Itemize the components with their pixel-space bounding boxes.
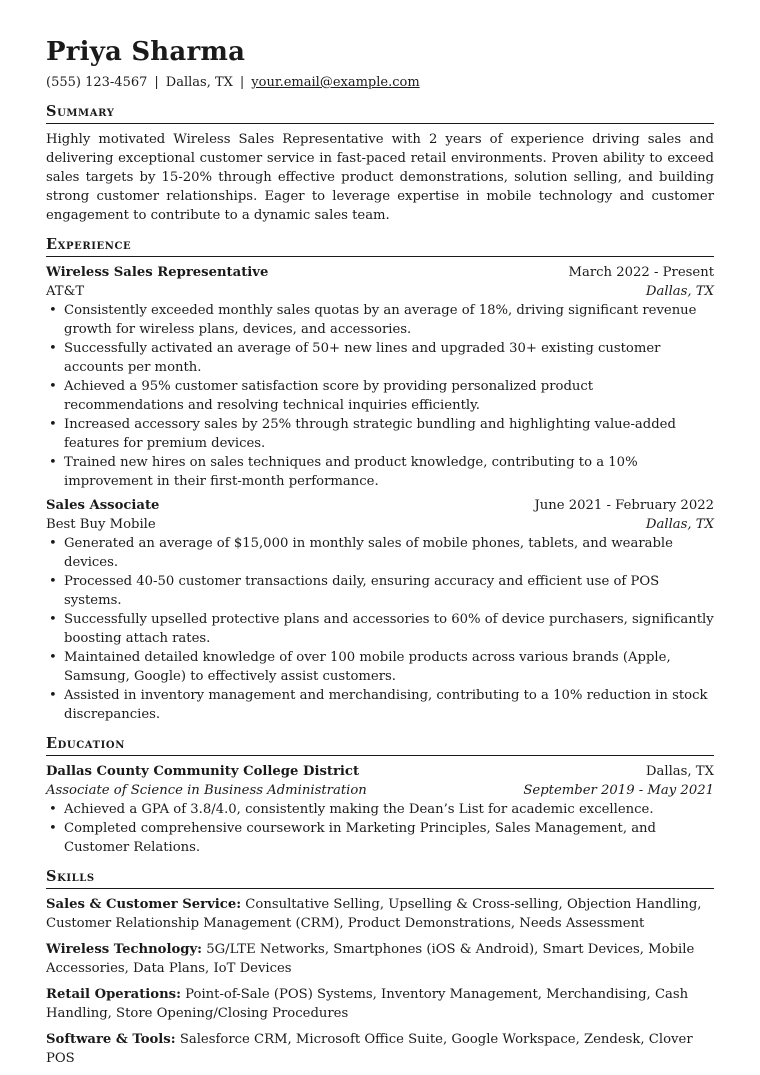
bullet-item: • Increased accessory sales by 25% through strategic bundling and highlighting value-added features for premium devices. xyxy=(46,415,714,453)
separator: | xyxy=(154,75,159,90)
section-title-experience: Experience xyxy=(46,235,714,257)
bullet-item: • Generated an average of $15,000 in monthly sales of mobile phones, tablets, and wearable devices. xyxy=(46,534,714,572)
skill-category: Software & Tools: xyxy=(46,1032,176,1047)
bullet-item: • Completed comprehensive coursework in Marketing Principles, Sales Management, and Customer Relations. xyxy=(46,819,714,857)
contact-line xyxy=(46,74,714,92)
job-company: Best Buy Mobile xyxy=(46,517,156,532)
school-location: Dallas, TX xyxy=(645,764,714,779)
bullet-item: • Achieved a GPA of 3.8/4.0, consistently making the Dean’s List for academic excellence. xyxy=(46,800,714,819)
skill-items: Salesforce CRM, Microsoft Office Suite, Google Workspace, Zendesk, Clover POS xyxy=(46,1032,693,1066)
skill-items: Point-of-Sale (POS) Systems, Inventory Management, Merchandising, Cash Handling, Store Opening/Closing Procedures xyxy=(46,987,689,1021)
job-entry xyxy=(46,496,714,724)
section-title-education: Education xyxy=(46,734,714,756)
bullet-item: • Processed 40-50 customer transactions daily, ensuring accuracy and efficient use of POS systems. xyxy=(46,572,714,610)
job-entry xyxy=(46,263,714,491)
skill-category: Sales & Customer Service: xyxy=(46,897,242,912)
bullet-item: • Successfully upselled protective plans and accessories to 60% of device purchasers, significantly boosting attach rates. xyxy=(46,610,714,648)
job-location: Dallas, TX xyxy=(645,284,714,299)
location: Dallas, TX xyxy=(165,75,233,90)
skill-items: 5G/LTE Networks, Smartphones (iOS & Android), Smart Devices, Mobile Accessories, Data Plans, IoT Devices xyxy=(46,942,695,976)
job-dates: March 2022 - Present xyxy=(568,265,714,280)
education-dates: September 2019 - May 2021 xyxy=(523,783,714,798)
skill-group xyxy=(46,1030,714,1068)
section-title-summary: Summary xyxy=(46,102,714,124)
candidate-name: Priya Sharma xyxy=(46,37,246,67)
bullet-item: • Maintained detailed knowledge of over 100 mobile products across various brands (Apple, Samsung, Google) to effectively assist customers. xyxy=(46,648,714,686)
email-link[interactable]: your.email@example.com xyxy=(251,75,420,90)
job-location: Dallas, TX xyxy=(645,517,714,532)
job-role: Sales Associate xyxy=(46,498,160,513)
skill-items: Consultative Selling, Upselling & Cross-selling, Objection Handling, Customer Relationship Management (CRM), Product Demonstrations, Needs Assessment xyxy=(46,897,702,931)
job-dates: June 2021 - February 2022 xyxy=(534,498,714,513)
job-role: Wireless Sales Representative xyxy=(46,265,269,280)
phone-number: (555) 123-4567 xyxy=(46,75,148,90)
summary-text: Highly motivated Wireless Sales Representative with 2 years of experience driving sales and delivering exceptional customer service in fast-paced retail environments. Proven ability to exceed sales targets by 15-20% through effective product demonstrations, solution selling, and building strong customer relationships. Eager to leverage expertise in mobile technology and customer engagement to contribute to a dynamic sales team. xyxy=(46,132,714,223)
skill-group xyxy=(46,985,714,1023)
bullet-item: • Assisted in inventory management and merchandising, contributing to a 10% reduction in stock discrepancies. xyxy=(46,686,714,724)
education-entry xyxy=(46,762,714,857)
job-bullets xyxy=(46,301,714,491)
skill-category: Retail Operations: xyxy=(46,987,181,1002)
bullet-item: • Achieved a 95% customer satisfaction score by providing personalized product recommendations and resolving technical inquiries efficiently. xyxy=(46,377,714,415)
degree: Associate of Science in Business Administration xyxy=(46,783,367,798)
school-name: Dallas County Community College District xyxy=(46,764,360,779)
separator: | xyxy=(239,75,245,90)
skill-group xyxy=(46,940,714,978)
skill-group xyxy=(46,895,714,933)
bullet-item: • Consistently exceeded monthly sales quotas by an average of 18%, driving significant revenue growth for wireless plans, devices, and accessories. xyxy=(46,301,714,339)
education-bullets xyxy=(46,800,714,857)
bullet-item: • Successfully activated an average of 50+ new lines and upgraded 30+ existing customer accounts per month. xyxy=(46,339,714,377)
section-title-skills: Skills xyxy=(46,867,714,889)
job-bullets xyxy=(46,534,714,724)
job-company: AT&T xyxy=(46,284,85,299)
skill-category: Wireless Technology: xyxy=(46,942,203,957)
bullet-item: • Trained new hires on sales techniques and product knowledge, contributing to a 10% improvement in their first-month performance. xyxy=(46,453,714,491)
